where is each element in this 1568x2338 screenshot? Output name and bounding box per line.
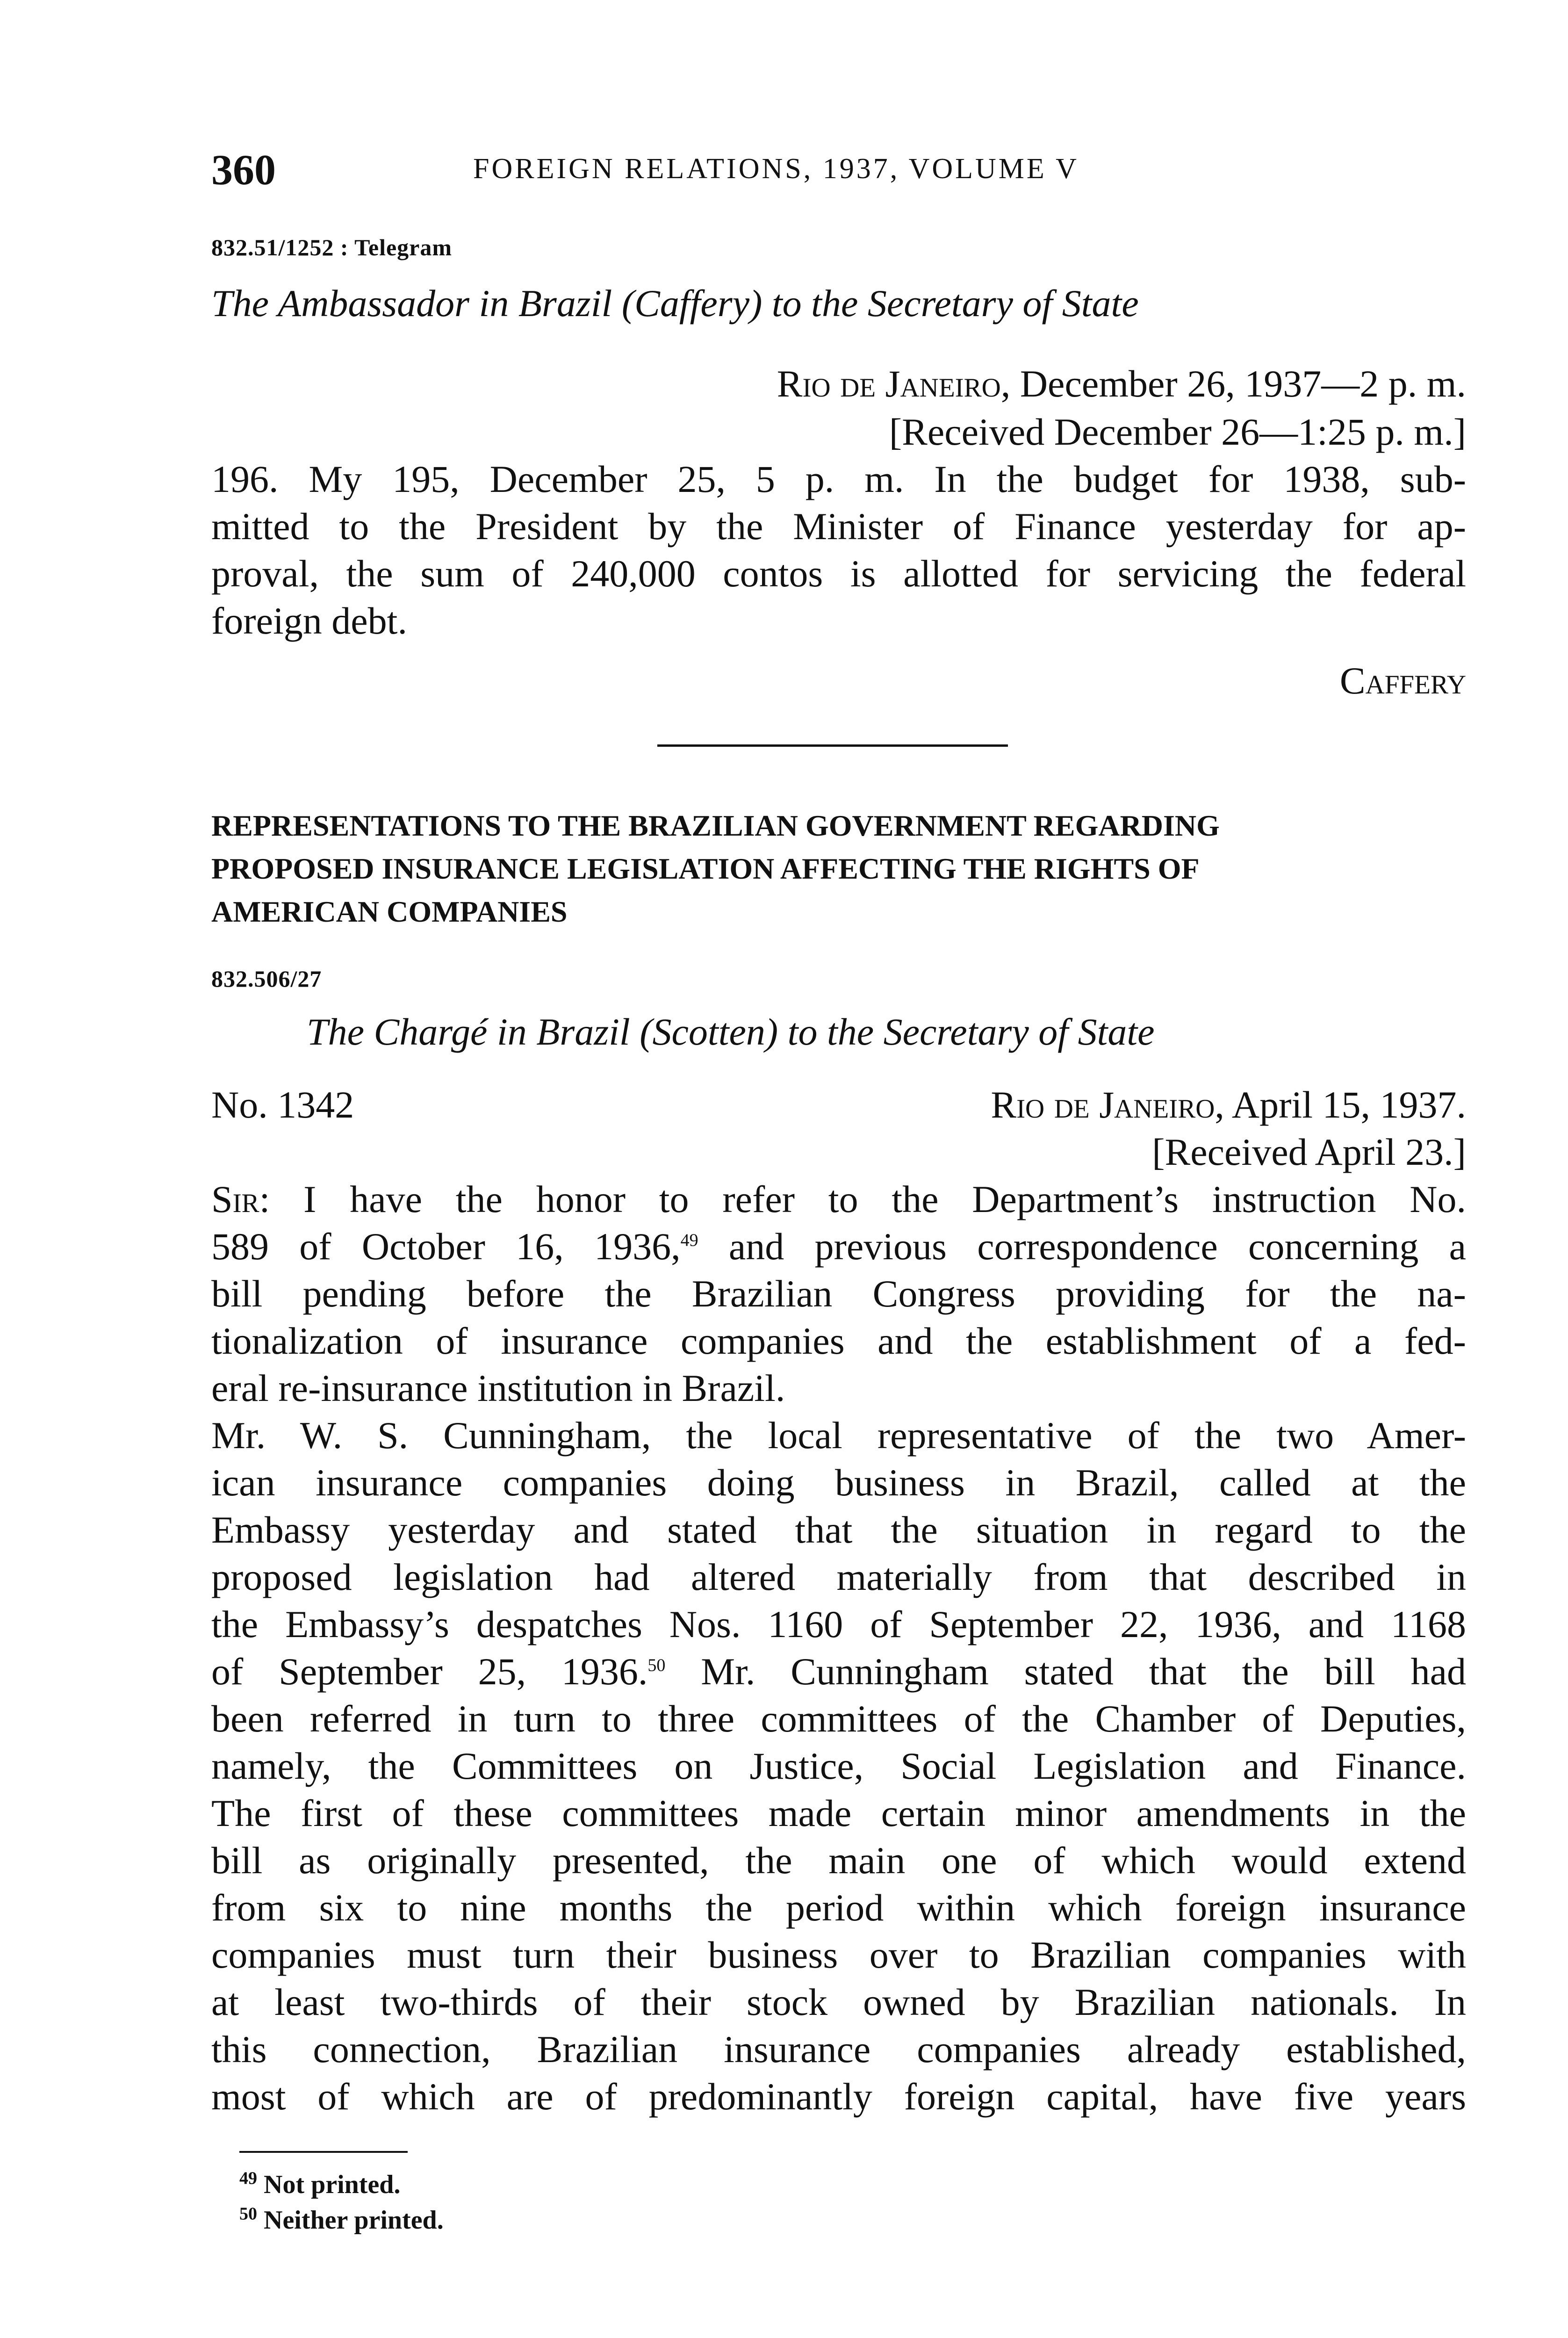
body-line: eral re-insurance institution in Brazil. (211, 1367, 785, 1409)
dateline-place: Rio de Janeiro (777, 362, 1001, 405)
document-title: The Ambassador in Brazil (Caffery) to the Secretary of State (211, 282, 1139, 325)
body-line: the Embassy’s despatches Nos. 1160 of September 22, 1936, and 1168 (211, 1603, 1466, 1645)
body-line: ican insurance companies doing business in Brazil, called at the (211, 1461, 1466, 1504)
body-line: been referred in turn to three committees of the Chamber of Deputies, (211, 1697, 1466, 1740)
document-title: The Chargé in Brazil (Scotten) to the Secretary of State (307, 1010, 1155, 1053)
footnote-text: Neither printed. (264, 2206, 444, 2235)
file-reference: 832.51/1252 : Telegram (211, 234, 453, 260)
footnote-reference: 50 (647, 1655, 666, 1675)
body-line: proval, the sum of 240,000 contos is allotted for servicing the federal (211, 552, 1466, 595)
body-line: The first of these committees made certain minor amendments in the (211, 1792, 1466, 1834)
dateline-date: , December 26, 1937—2 p. m. (1000, 362, 1466, 405)
running-title: FOREIGN RELATIONS, 1937, VOLUME V (473, 153, 1079, 185)
body-line: 196. My 195, December 25, 5 p. m. In the budget for 1938, sub- (211, 458, 1466, 500)
footnote-reference: 49 (680, 1230, 698, 1250)
body-text: of September 25, 1936. (211, 1650, 648, 1693)
body-line: from six to nine months the period within which foreign insurance (211, 1886, 1466, 1929)
body-line: bill pending before the Brazilian Congress providing for the na- (211, 1272, 1466, 1315)
body-line: Embassy yesterday and stated that the situation in regard to the (211, 1508, 1466, 1551)
footnote-text: Not printed. (264, 2170, 401, 2199)
body-line: tionalization of insurance companies and the establishment of a fed- (211, 1320, 1466, 1362)
file-reference: 832.506/27 (211, 966, 322, 992)
body-line: foreign debt. (211, 599, 407, 642)
received-line: [Received April 23.] (1152, 1131, 1466, 1173)
dateline (211, 1081, 1466, 1128)
despatch-number: No. 1342 (211, 1083, 354, 1126)
signature: Caffery (1339, 659, 1466, 702)
section-heading-line: PROPOSED INSURANCE LEGISLATION AFFECTING THE RIGHTS OF (211, 852, 1200, 885)
dateline (211, 360, 1466, 407)
body-line: most of which are of predominantly foreign capital, have five years (211, 2075, 1466, 2118)
page-number: 360 (211, 146, 276, 194)
footnote-mark: 50 (239, 2204, 257, 2224)
body-line (211, 1648, 1466, 1695)
body-line: proposed legislation had altered materially from that described in (211, 1556, 1466, 1598)
body-line: namely, the Committees on Justice, Social Legislation and Finance. (211, 1745, 1466, 1787)
body-line (211, 1223, 1466, 1270)
dateline-date: , April 15, 1937. (1215, 1083, 1466, 1126)
body-text: Mr. Cunningham stated that the bill had (701, 1650, 1467, 1693)
body-text: : I have the honor to refer to the Department’s instruction No. (259, 1178, 1466, 1220)
footnote (239, 2205, 444, 2235)
section-heading-line: AMERICAN COMPANIES (211, 895, 568, 928)
body-line: this connection, Brazilian insurance companies already established, (211, 2028, 1466, 2071)
section-divider (657, 744, 1008, 747)
body-line: mitted to the President by the Minister of Finance yesterday for ap- (211, 505, 1466, 548)
section-heading-line: REPRESENTATIONS TO THE BRAZILIAN GOVERNMENT REGARDING (211, 809, 1220, 842)
footnote (239, 2170, 400, 2200)
body-line: Mr. W. S. Cunningham, the local representative of the two Amer- (211, 1414, 1466, 1457)
footnote-divider (239, 2151, 408, 2153)
page-header (211, 145, 1466, 196)
body-line: at least two-thirds of their stock owned by Brazilian nationals. In (211, 1981, 1466, 2023)
body-text: and previous correspondence concerning a (728, 1225, 1467, 1268)
body-text: 589 of October 16, 1936, (211, 1225, 681, 1268)
dateline-place: Rio de Janeiro (991, 1083, 1215, 1126)
body-line: bill as originally presented, the main one of which would extend (211, 1839, 1466, 1882)
salutation: Sir (211, 1178, 259, 1220)
body-line: companies must turn their business over to Brazilian companies with (211, 1934, 1466, 1976)
body-line (211, 1176, 1466, 1223)
footnote-mark: 49 (239, 2168, 257, 2188)
received-line: [Received December 26—1:25 p. m.] (889, 411, 1466, 453)
